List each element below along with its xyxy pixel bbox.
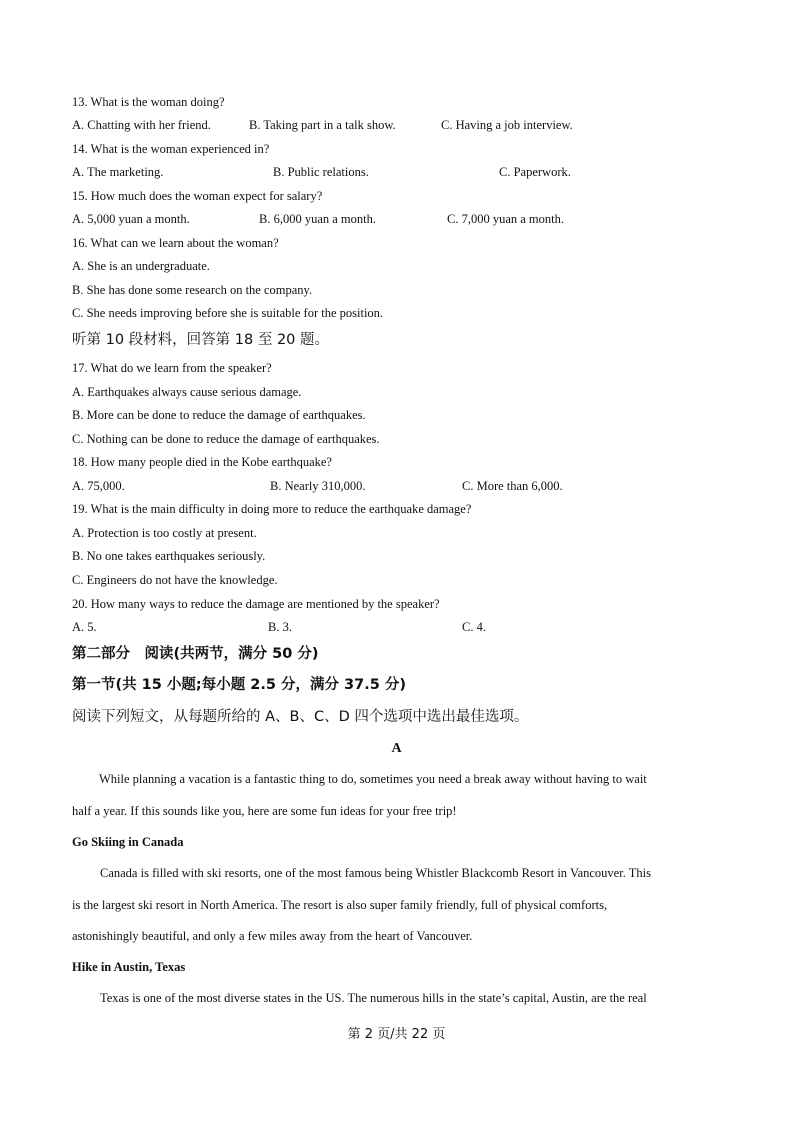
- passage-a-skiing-line-1: Canada is filled with ski resorts, one of the most famous being Whistler Blackcomb Resort in Vancouver. This: [100, 866, 651, 880]
- question-19-stem: 19. What is the main difficulty in doing more to reduce the earthquake damage?: [72, 502, 472, 516]
- page-number-footer: 第 2 页/共 22 页: [347, 1027, 446, 1042]
- passage-a-hiking-line-1: Texas is one of the most diverse states in the US. The numerous hills in the state’s capital, Austin, are the real: [100, 991, 647, 1005]
- question-17-option-b: B. More can be done to reduce the damage of earthquakes.: [72, 408, 366, 422]
- passage-a-title: A: [391, 741, 402, 756]
- question-13-option-c: C. Having a job interview.: [441, 118, 573, 132]
- question-20-stem: 20. How many ways to reduce the damage are mentioned by the speaker?: [72, 597, 440, 611]
- question-13-option-b: B. Taking part in a talk show.: [249, 118, 396, 132]
- passage-a-subheading-skiing: Go Skiing in Canada: [72, 835, 184, 849]
- question-14-option-b: B. Public relations.: [273, 165, 369, 179]
- question-17-option-c: C. Nothing can be done to reduce the damage of earthquakes.: [72, 432, 380, 446]
- question-17-stem: 17. What do we learn from the speaker?: [72, 361, 272, 375]
- question-13-option-a: A. Chatting with her friend.: [72, 118, 211, 132]
- question-19-option-b: B. No one takes earthquakes seriously.: [72, 549, 266, 563]
- question-14-option-c: C. Paperwork.: [499, 165, 571, 179]
- question-15-option-c: C. 7,000 yuan a month.: [447, 212, 565, 226]
- question-20-option-c: C. 4.: [462, 620, 486, 634]
- question-15-option-a: A. 5,000 yuan a month.: [72, 212, 190, 226]
- passage-a-skiing-line-2: is the largest ski resort in North America. The resort is also super family friendly, full of physical comforts,: [72, 898, 608, 912]
- passage-a-intro-line-2: half a year. If this sounds like you, here are some fun ideas for your free trip!: [72, 804, 457, 818]
- passage-a-intro-line-1: While planning a vacation is a fantastic thing to do, sometimes you need a break away without having to wait: [99, 772, 647, 786]
- question-16-option-b: B. She has done some research on the company.: [72, 283, 313, 297]
- passage-a-subheading-hiking: Hike in Austin, Texas: [72, 960, 186, 974]
- question-13-stem: 13. What is the woman doing?: [72, 95, 225, 109]
- section-1-heading: 第一节(共 15 小题;每小题 2.5 分，满分 37.5 分): [72, 677, 406, 693]
- question-20-option-a: A. 5.: [72, 620, 97, 634]
- question-18-option-a: A. 75,000.: [72, 479, 125, 493]
- question-18-option-c: C. More than 6,000.: [462, 479, 563, 493]
- question-17-option-a: A. Earthquakes always cause serious damage.: [72, 385, 302, 399]
- question-18-option-b: B. Nearly 310,000.: [270, 479, 366, 493]
- passage-a-skiing-line-3: astonishingly beautiful, and only a few miles away from the heart of Vancouver.: [72, 929, 473, 943]
- section-10-instruction: 听第 10 段材料，回答第 18 至 20 题。: [72, 332, 330, 348]
- question-20-option-b: B. 3.: [268, 620, 292, 634]
- question-16-stem: 16. What can we learn about the woman?: [72, 236, 279, 250]
- question-16-option-a: A. She is an undergraduate.: [72, 259, 210, 273]
- question-14-stem: 14. What is the woman experienced in?: [72, 142, 270, 156]
- part-2-heading: 第二部分 阅读(共两节，满分 50 分): [72, 646, 319, 662]
- question-15-stem: 15. How much does the woman expect for salary?: [72, 189, 323, 203]
- question-15-option-b: B. 6,000 yuan a month.: [259, 212, 377, 226]
- question-18-stem: 18. How many people died in the Kobe earthquake?: [72, 455, 332, 469]
- question-19-option-a: A. Protection is too costly at present.: [72, 526, 257, 540]
- reading-instruction: 阅读下列短文，从每题所给的 A、B、C、D 四个选项中选出最佳选项。: [72, 709, 529, 725]
- question-16-option-c: C. She needs improving before she is suitable for the position.: [72, 306, 384, 320]
- question-14-option-a: A. The marketing.: [72, 165, 164, 179]
- question-19-option-c: C. Engineers do not have the knowledge.: [72, 573, 278, 587]
